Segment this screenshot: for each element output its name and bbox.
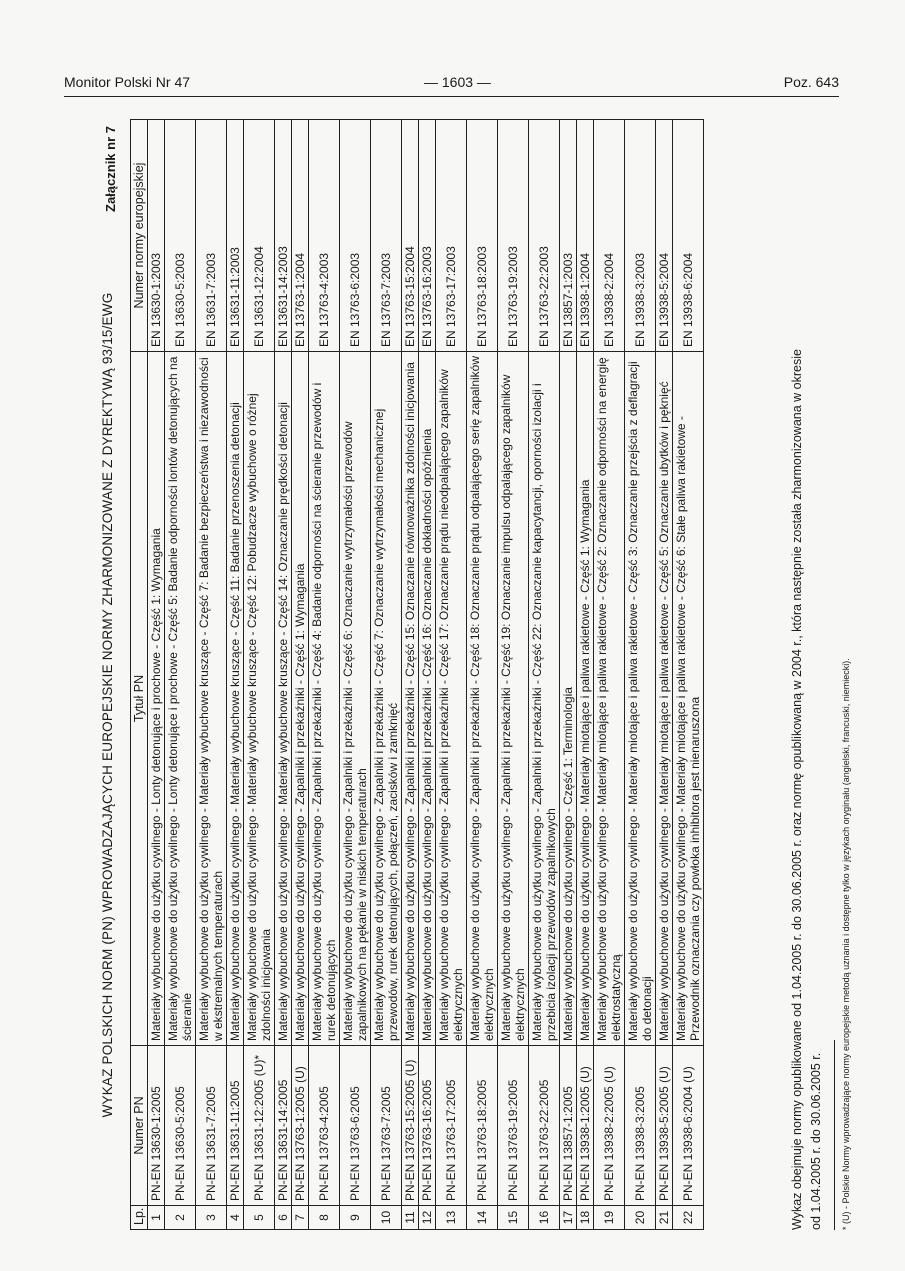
- row-pn-number: PN-EN 13631-12:2005 (U)*: [244, 1046, 275, 1206]
- row-en-number: EN 13763-6:2003: [340, 120, 371, 352]
- row-title: Materiały wybuchowe do użytku cywilnego - Zapalniki i przekaźniki - Część 15: Oznaczanie równoważnika zdolności inicjowania: [402, 352, 419, 1046]
- row-pn-number: PN-EN 13763-18:2005: [467, 1046, 498, 1206]
- table-row: [656, 120, 673, 1230]
- row-lp: 17: [560, 1206, 577, 1230]
- row-title: Materiały wybuchowe do użytku cywilnego - Część 1: Terminologia: [560, 352, 577, 1046]
- row-title: Materiały wybuchowe do użytku cywilnego - Materiały wybuchowe kruszące - Część 12: Pobudzacze wybuchowe o różnej zdolności inicjowania: [244, 352, 275, 1046]
- page-header: [64, 74, 839, 97]
- table-row: [594, 120, 625, 1230]
- row-en-number: EN 13631-7:2003: [196, 120, 227, 352]
- row-en-number: EN 13763-7:2003: [371, 120, 402, 352]
- row-title: Materiały wybuchowe do użytku cywilnego - Materiały wybuchowe kruszące - Część 14: Oznaczanie prędkości detonacji: [275, 352, 292, 1046]
- row-lp: 16: [529, 1206, 560, 1230]
- row-en-number: EN 13630-5:2003: [165, 120, 196, 352]
- table-header-row: [131, 120, 148, 1230]
- row-pn-number: PN-EN 13938-5:2005 (U): [656, 1046, 673, 1206]
- row-lp: 9: [340, 1206, 371, 1230]
- row-pn-number: PN-EN 13630-5:2005: [165, 1046, 196, 1206]
- row-en-number: EN 13938-5:2004: [656, 120, 673, 352]
- row-lp: 5: [244, 1206, 275, 1230]
- row-lp: 22: [673, 1206, 704, 1230]
- row-pn-number: PN-EN 13763-7:2005: [371, 1046, 402, 1206]
- row-title: Materiały wybuchowe do użytku cywilnego - Materiały miotające i paliwa rakietowe - Część 2: Oznaczanie odporności na energię elektrostatyczną: [594, 352, 625, 1046]
- header-en-number: Numer normy europejskiej: [131, 120, 148, 352]
- row-pn-number: PN-EN 13630-1:2005: [148, 1046, 165, 1206]
- row-pn-number: PN-EN 13763-17:2005: [436, 1046, 467, 1206]
- row-lp: 20: [625, 1206, 656, 1230]
- row-pn-number: PN-EN 13763-15:2005 (U): [402, 1046, 419, 1206]
- table-row: [673, 120, 704, 1230]
- annex-label: Załącznik nr 7: [103, 126, 118, 212]
- row-en-number: EN 13631-14:2003: [275, 120, 292, 352]
- row-title: Materiały wybuchowe do użytku cywilnego - Zapalniki i przekaźniki - Część 6: Oznaczanie wytrzymałości przewodów zapalnikowych na pękanie w niskich temperaturach: [340, 352, 371, 1046]
- row-pn-number: PN-EN 13857-1:2005: [560, 1046, 577, 1206]
- row-pn-number: PN-EN 13631-7:2005: [196, 1046, 227, 1206]
- row-en-number: EN 13857-1:2003: [560, 120, 577, 352]
- table-row: [371, 120, 402, 1230]
- page-number: — 1603 —: [424, 74, 491, 90]
- table-row: [577, 120, 594, 1230]
- table-row: [227, 120, 244, 1230]
- row-en-number: EN 13763-22:2003: [529, 120, 560, 352]
- row-lp: 1: [148, 1206, 165, 1230]
- row-lp: 11: [402, 1206, 419, 1230]
- table-row: [402, 120, 419, 1230]
- table-row: [340, 120, 371, 1230]
- row-title: Materiały wybuchowe do użytku cywilnego - Zapalniki i przekaźniki - Część 1: Wymagania: [292, 352, 309, 1046]
- row-title: Materiały wybuchowe do użytku cywilnego - Zapalniki i przekaźniki - Część 19: Oznaczanie impulsu odpalającego zapalników elektrycznych: [498, 352, 529, 1046]
- scope-note: [788, 130, 826, 1230]
- row-pn-number: PN-EN 13763-16:2005: [419, 1046, 436, 1206]
- table-row: [292, 120, 309, 1230]
- row-title: Materiały wybuchowe do użytku cywilnego - Lonty detonujące i prochowe - Część 5: Badanie odporności lontów detonujących na ścieranie: [165, 352, 196, 1046]
- table-row: [196, 120, 227, 1230]
- table-row: [625, 120, 656, 1230]
- row-title: Materiały wybuchowe do użytku cywilnego - Zapalniki i przekaźniki - Część 18: Oznaczanie prądu odpalającego serię zapalników elektrycznych: [467, 352, 498, 1046]
- table-row: [529, 120, 560, 1230]
- row-en-number: EN 13763-15:2004: [402, 120, 419, 352]
- row-title: Materiały wybuchowe do użytku cywilnego - Materiały miotające i paliwa rakietowe - Część 1: Wymagania: [577, 352, 594, 1046]
- row-title: Materiały wybuchowe do użytku cywilnego - Zapalniki i przekaźniki - Część 4: Badanie odporności na ścieranie przewodów i rurek detonujących: [309, 352, 340, 1046]
- footnote-rule: [834, 1040, 835, 1230]
- row-lp: 13: [436, 1206, 467, 1230]
- row-pn-number: PN-EN 13763-4:2005: [309, 1046, 340, 1206]
- row-lp: 2: [165, 1206, 196, 1230]
- header-pn-number: Numer PN: [131, 1046, 148, 1206]
- table-row: [560, 120, 577, 1230]
- table-row: [436, 120, 467, 1230]
- row-en-number: EN 13763-1:2004: [292, 120, 309, 352]
- row-title: Materiały wybuchowe do użytku cywilnego - Materiały wybuchowe kruszące - Część 7: Badanie bezpieczeństwa i niezawodności w ekstremalnych temperaturach: [196, 352, 227, 1046]
- table-row: [244, 120, 275, 1230]
- row-lp: 19: [594, 1206, 625, 1230]
- row-lp: 8: [309, 1206, 340, 1230]
- row-pn-number: PN-EN 13938-1:2005 (U): [577, 1046, 594, 1206]
- row-en-number: EN 13763-16:2003: [419, 120, 436, 352]
- row-pn-number: PN-EN 13938-2:2005 (U): [594, 1046, 625, 1206]
- row-title: Materiały wybuchowe do użytku cywilnego - Materiały miotające i paliwa rakietowe - Część 5: Oznaczanie ubytków i pęknięć: [656, 352, 673, 1046]
- row-lp: 21: [656, 1206, 673, 1230]
- row-lp: 4: [227, 1206, 244, 1230]
- row-lp: 18: [577, 1206, 594, 1230]
- row-title: Materiały wybuchowe do użytku cywilnego - Zapalniki i przekaźniki - Część 16: Oznaczanie dokładności opóźnienia: [419, 352, 436, 1046]
- row-pn-number: PN-EN 13938-6:2004 (U): [673, 1046, 704, 1206]
- position-number: Poz. 643: [783, 74, 839, 90]
- row-en-number: EN 13938-1:2004: [577, 120, 594, 352]
- journal-name: Monitor Polski Nr 47: [64, 74, 191, 90]
- table-row: [309, 120, 340, 1230]
- row-lp: 12: [419, 1206, 436, 1230]
- standards-table: [130, 119, 704, 1230]
- row-lp: 14: [467, 1206, 498, 1230]
- row-en-number: EN 13938-6:2004: [673, 120, 704, 352]
- row-title: Materiały wybuchowe do użytku cywilnego - Materiały wybuchowe kruszące - Część 11: Badanie przenoszenia detonacji: [227, 352, 244, 1046]
- table-row: [498, 120, 529, 1230]
- row-pn-number: PN-EN 13763-19:2005: [498, 1046, 529, 1206]
- row-en-number: EN 13631-12:2004: [244, 120, 275, 352]
- scope-note-line2: od 1.04.2005 r. do 30.06.2005 r.: [809, 1052, 823, 1230]
- row-en-number: EN 13631-11:2003: [227, 120, 244, 352]
- scope-note-line1: Wykaz obejmuje normy opublikowane od 1.04.2005 r. do 30.06.2005 r. oraz normę opublikowaną w 2004 r., która następnie została zharmonizowana w okresie: [790, 349, 804, 1230]
- row-lp: 6: [275, 1206, 292, 1230]
- row-title: Materiały wybuchowe do użytku cywilnego - Materiały miotające i paliwa rakietowe - Część 6: Stałe paliwa rakietowe - Przewodnik oznaczania czy powłoka inhibitora jest nienaruszona: [673, 352, 704, 1046]
- table-row: [165, 120, 196, 1230]
- row-en-number: EN 13938-3:2003: [625, 120, 656, 352]
- row-en-number: EN 13938-2:2004: [594, 120, 625, 352]
- row-pn-number: PN-EN 13631-14:2005: [275, 1046, 292, 1206]
- table-row: [148, 120, 165, 1230]
- row-en-number: EN 13763-4:2003: [309, 120, 340, 352]
- row-lp: 10: [371, 1206, 402, 1230]
- row-title: Materiały wybuchowe do użytku cywilnego - Zapalniki i przekaźniki - Część 17: Oznaczanie prądu nieodpalającego zapalników elektrycznych: [436, 352, 467, 1046]
- row-en-number: EN 13630-1:2003: [148, 120, 165, 352]
- row-title: Materiały wybuchowe do użytku cywilnego - Zapalniki i przekaźniki - Część 7: Oznaczanie wytrzymałości mechanicznej przewodów, rurek detonujących, połączeń, zacisków i zamknięć: [371, 352, 402, 1046]
- footnote: * (U) - Polskie Normy wprowadzające normy europejskie metodą uznania i dostępne tylko w językach oryginału (angielski, francuski, niemiecki).: [841, 658, 851, 1230]
- row-pn-number: PN-EN 13938-3:2005: [625, 1046, 656, 1206]
- table-row: [419, 120, 436, 1230]
- table-row: [275, 120, 292, 1230]
- table-body: [148, 120, 704, 1230]
- header-lp: Lp.: [131, 1206, 148, 1230]
- row-title: Materiały wybuchowe do użytku cywilnego - Materiały miotające i paliwa rakietowe - Część 3: Oznaczanie przejścia z deflagracji do detonacji: [625, 352, 656, 1046]
- row-lp: 15: [498, 1206, 529, 1230]
- row-pn-number: PN-EN 13631-11:2005: [227, 1046, 244, 1206]
- row-title: Materiały wybuchowe do użytku cywilnego - Lonty detonujące i prochowe - Część 1: Wymagania: [148, 352, 165, 1046]
- row-en-number: EN 13763-17:2003: [436, 120, 467, 352]
- row-pn-number: PN-EN 13763-22:2005: [529, 1046, 560, 1206]
- row-lp: 7: [292, 1206, 309, 1230]
- row-pn-number: PN-EN 13763-6:2005: [340, 1046, 371, 1206]
- row-en-number: EN 13763-19:2003: [498, 120, 529, 352]
- rotated-content: [100, 120, 880, 1230]
- row-en-number: EN 13763-18:2003: [467, 120, 498, 352]
- row-lp: 3: [196, 1206, 227, 1230]
- header-pn-title: Tytuł PN: [131, 352, 148, 1046]
- row-title: Materiały wybuchowe do użytku cywilnego - Zapalniki i przekaźniki - Część 22: Oznaczanie kapacytancji, oporności izolacji i przebicia izolacji przewodów zapalnikowych: [529, 352, 560, 1046]
- row-pn-number: PN-EN 13763-1:2005 (U): [292, 1046, 309, 1206]
- document-title: WYKAZ POLSKICH NORM (PN) WPROWADZAJĄCYCH EUROPEJSKIE NORMY ZHARMONIZOWANE Z DYREKTYWĄ 93/15/EWG: [100, 292, 115, 1118]
- table-row: [467, 120, 498, 1230]
